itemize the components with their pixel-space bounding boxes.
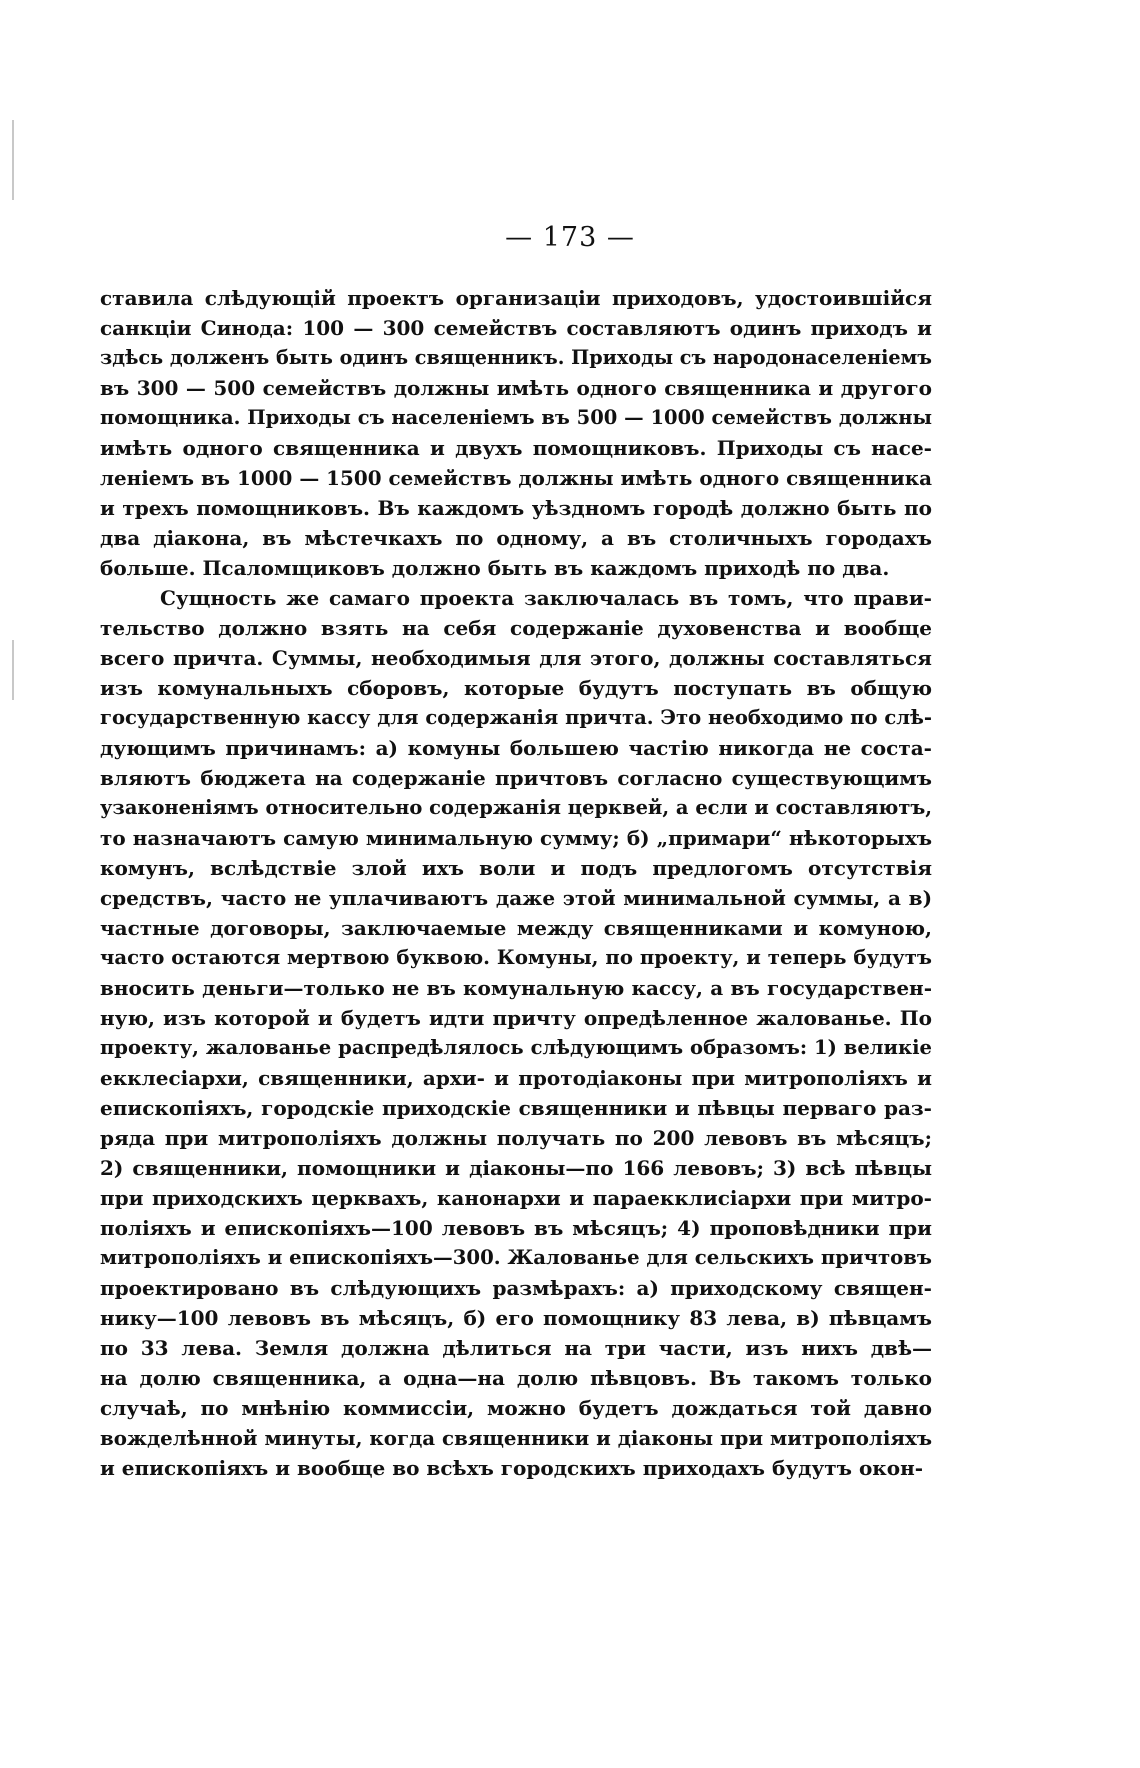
text-line: вляютъ бюджета на содержаніе причтовъ согласно существующимъ	[100, 766, 932, 790]
text-line: поліяхъ и епископіяхъ—100 левовъ въ мѣсяцъ; 4) проповѣдники при	[100, 1216, 933, 1240]
text-line: на долю священника, а одна—на долю пѣвцовъ. Въ такомъ только	[100, 1366, 932, 1390]
text-line: комунъ, вслѣдствіе злой ихъ воли и подъ предлогомъ отсутствія	[100, 856, 932, 880]
text-line: помощника. Приходы съ населеніемъ въ 500 — 1000 семействъ должны	[100, 406, 933, 429]
text-line: два діакона, въ мѣстечкахъ по одному, а въ столичныхъ городахъ	[100, 526, 932, 550]
text-line: леніемъ въ 1000 — 1500 семействъ должны имѣть одного священника	[100, 466, 933, 490]
text-line: епископіяхъ, городскіе приходскіе священники и пѣвцы перваго раз-	[100, 1096, 932, 1120]
text-line: при приходскихъ церквахъ, канонархи и параекклисіархи при митро-	[100, 1186, 932, 1210]
text-line: вносить деньги—только не въ комунальную кассу, а въ государствен-	[100, 976, 932, 1000]
text-line: изъ комунальныхъ сборовъ, которые будутъ поступать въ общую	[100, 676, 932, 700]
text-line: по 33 лева. Земля должна дѣлиться на три части, изъ нихъ двѣ—	[100, 1336, 933, 1360]
text-line: Сущность же самаго проекта заключалась въ томъ, что прави-	[160, 586, 932, 610]
text-line: вожделѣнной минуты, когда священники и діаконы при митрополіяхъ	[100, 1426, 933, 1450]
text-line: ряда при митрополіяхъ должны получать по 200 левовъ въ мѣсяцъ;	[100, 1126, 933, 1150]
text-line: тельство должно взять на себя содержаніе духовенства и вообще	[100, 616, 932, 640]
text-line: здѣсь долженъ быть одинъ священникъ. Приходы съ народонаселеніемъ	[100, 346, 932, 369]
text-line: ставила слѣдующій проектъ организаціи приходовъ, удостоившійся	[100, 286, 932, 310]
text-line: 2) священники, помощники и діаконы—по 166 левовъ; 3) всѣ пѣвцы	[100, 1156, 933, 1180]
text-line: узаконеніямъ относительно содержанія церквей, а если и составляютъ,	[100, 796, 933, 819]
text-line: имѣть одного священника и двухъ помощниковъ. Приходы съ насе-	[100, 436, 932, 460]
text-line: проекту, жалованье распредѣлялось слѣдующимъ образомъ: 1) великіе	[100, 1036, 932, 1059]
text-line: больше. Псаломщиковъ должно быть въ каждомъ приходѣ по два.	[100, 556, 890, 580]
text-line: то назначаютъ самую минимальную сумму; б) „примари“ нѣкоторыхъ	[100, 826, 933, 850]
text-line: въ 300 — 500 семействъ должны имѣть одного священника и другого	[100, 376, 933, 400]
text-line: дующимъ причинамъ: а) комуны большею частію никогда не соста-	[100, 736, 932, 760]
text-line: екклесіархи, священники, архи- и протодіаконы при митрополіяхъ и	[100, 1066, 932, 1090]
page-number: — 173 —	[505, 222, 635, 253]
text-line: и трехъ помощниковъ. Въ каждомъ уѣздномъ городѣ должно быть по	[100, 496, 932, 520]
body-text	[100, 283, 932, 1483]
text-line: и епископіяхъ и вообще во всѣхъ городскихъ приходахъ будутъ окон-	[100, 1456, 924, 1480]
text-line: митрополіяхъ и епископіяхъ—300. Жалованье для сельскихъ причтовъ	[100, 1246, 932, 1269]
text-line: ную, изъ которой и будетъ идти причту опредѣленное жалованье. По	[100, 1006, 932, 1030]
scan-edge-mark	[12, 640, 14, 700]
text-line: средствъ, часто не уплачиваютъ даже этой минимальной суммы, а в)	[100, 886, 933, 910]
scan-edge-mark	[12, 120, 14, 200]
text-line: случаѣ, по мнѣнію коммиссіи, можно будетъ дождаться той давно	[100, 1396, 932, 1420]
text-line: санкціи Синода: 100 — 300 семействъ составляютъ одинъ приходъ и	[100, 316, 933, 340]
text-line: часто остаются мертвою буквою. Комуны, по проекту, и теперь будутъ	[100, 946, 933, 969]
text-line: проектировано въ слѣдующихъ размѣрахъ: а) приходскому священ-	[100, 1276, 932, 1300]
text-line: всего причта. Суммы, необходимыя для этого, должны составляться	[100, 646, 932, 670]
text-line: государственную кассу для содержанія причта. Это необходимо по слѣ-	[100, 706, 932, 729]
text-line: нику—100 левовъ въ мѣсяцъ, б) его помощнику 83 лева, в) пѣвцамъ	[100, 1306, 932, 1330]
text-line: частные договоры, заключаемые между священниками и комуною,	[100, 916, 933, 940]
